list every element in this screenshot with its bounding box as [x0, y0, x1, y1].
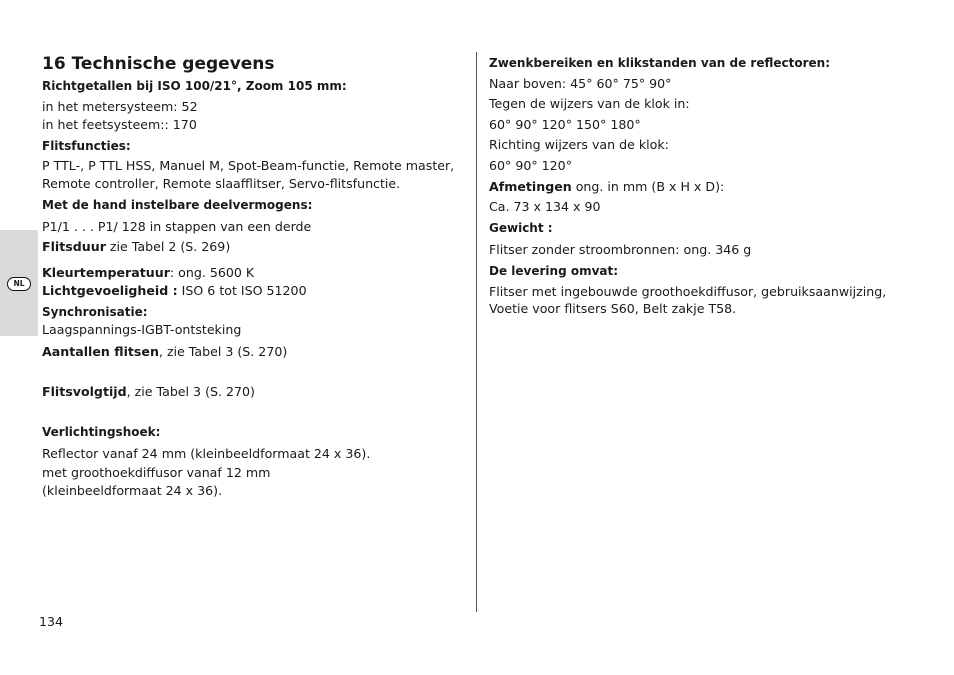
- language-tab: [0, 230, 38, 336]
- flash-functions-heading: Flitsfuncties:: [42, 139, 131, 153]
- sensitivity-line: [42, 283, 307, 299]
- color-temperature-line: [42, 265, 254, 281]
- manual-power-heading: Met de hand instelbare deelvermogens:: [42, 198, 313, 212]
- recycle-time-value: , zie Tabel 3 (S. 270): [126, 384, 255, 399]
- delivery-heading: De levering omvat:: [489, 264, 619, 278]
- sync-value: Laagspannings-IGBT-ontsteking: [42, 322, 242, 337]
- swivel-cw-values: 60° 90° 120°: [489, 158, 572, 173]
- flash-functions-line-1: P TTL-, P TTL HSS, Manuel M, Spot-Beam-functie, Remote master,: [42, 158, 455, 173]
- dimensions-line: [489, 179, 724, 195]
- color-temperature-value: : ong. 5600 K: [169, 265, 255, 280]
- flash-duration-value: zie Tabel 2 (S. 269): [105, 239, 231, 254]
- swivel-ccw-label: Tegen de wijzers van de klok in:: [489, 96, 690, 111]
- flash-duration-label: Flitsduur: [42, 239, 106, 254]
- swivel-heading: Zwenkbereiken en klikstanden van de reflectoren:: [489, 56, 831, 70]
- sync-heading: Synchronisatie:: [42, 305, 148, 319]
- guide-number-metric: in het metersysteem: 52: [42, 99, 198, 114]
- swivel-ccw-values: 60° 90° 120° 150° 180°: [489, 117, 641, 132]
- recycle-time-line: [42, 384, 255, 400]
- dimensions-value: Ca. 73 x 134 x 90: [489, 199, 601, 214]
- color-temperature-label: Kleurtemperatuur: [42, 265, 170, 280]
- weight-heading: Gewicht :: [489, 221, 553, 235]
- dimensions-description: ong. in mm (B x H x D):: [571, 179, 725, 194]
- page-number: 134: [39, 614, 64, 629]
- sensitivity-label: Lichtgevoeligheid :: [42, 283, 178, 298]
- guide-number-heading: Richtgetallen bij ISO 100/21°, Zoom 105 mm:: [42, 79, 347, 93]
- flash-count-line: [42, 344, 287, 360]
- illumination-angle-line-1: Reflector vanaf 24 mm (kleinbeeldformaat 24 x 36).: [42, 446, 371, 461]
- delivery-line-1: Flitser met ingebouwde groothoekdiffusor, gebruiksaanwijzing,: [489, 284, 887, 299]
- sensitivity-value: ISO 6 tot ISO 51200: [177, 283, 307, 298]
- flash-count-value: , zie Tabel 3 (S. 270): [158, 344, 288, 359]
- dimensions-label: Afmetingen: [489, 179, 572, 194]
- delivery-line-2: Voetie voor flitsers S60, Belt zakje T58.: [489, 301, 737, 316]
- swivel-cw-label: Richting wijzers van de klok:: [489, 137, 669, 152]
- guide-number-feet: in het feetsysteem:: 170: [42, 117, 197, 132]
- language-badge: NL: [7, 277, 31, 291]
- flash-functions-line-2: Remote controller, Remote slaafflitser, Servo-flitsfunctie.: [42, 176, 401, 191]
- flash-duration-line: [42, 239, 230, 255]
- illumination-angle-line-3: (kleinbeeldformaat 24 x 36).: [42, 483, 223, 498]
- swivel-up-line: Naar boven: 45° 60° 75° 90°: [489, 76, 672, 91]
- weight-value: Flitser zonder stroombronnen: ong. 346 g: [489, 242, 752, 257]
- illumination-angle-heading: Verlichtingshoek:: [42, 425, 161, 439]
- column-divider: [476, 52, 477, 612]
- flash-count-label: Aantallen flitsen: [42, 344, 159, 359]
- recycle-time-label: Flitsvolgtijd: [42, 384, 127, 399]
- section-title: 16 Technische gegevens: [42, 54, 275, 74]
- illumination-angle-line-2: met groothoekdiffusor vanaf 12 mm: [42, 465, 271, 480]
- manual-power-value: P1/1 . . . P1/ 128 in stappen van een derde: [42, 219, 312, 234]
